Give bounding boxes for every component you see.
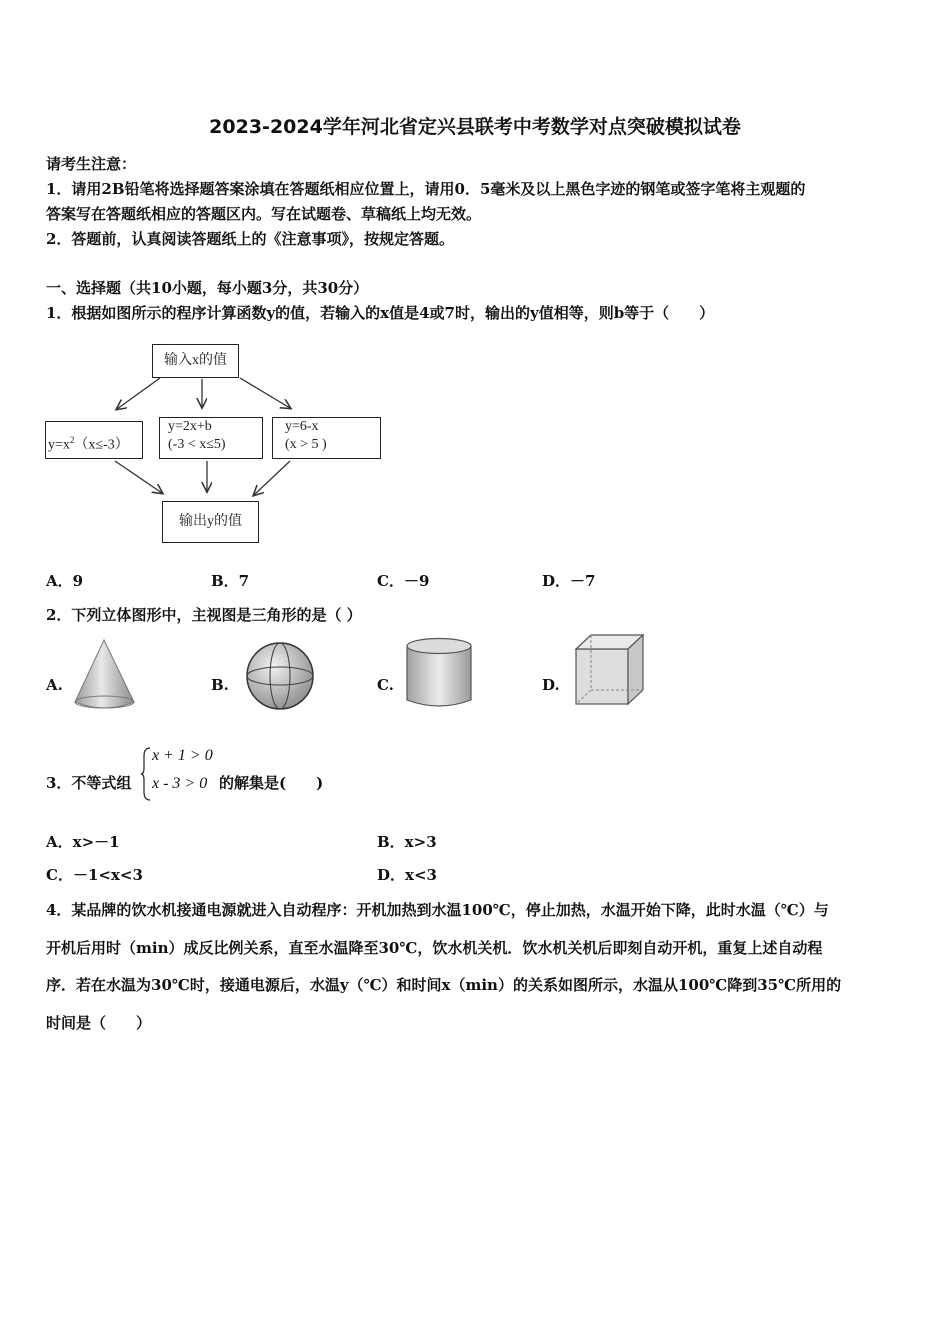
flow-right-branch-box (272, 417, 381, 459)
question-1-option-d[interactable]: D．－7 (542, 572, 596, 590)
question-1-option-b[interactable]: B．7 (211, 572, 250, 590)
flow-left-condition: （x≤-3） (74, 437, 129, 453)
flow-middle-branch-box (159, 417, 263, 459)
question-1-stem: 1．根据如图所示的程序计算函数y的值，若输入的x值是4或7时，输出的y值相等，则b等于（ ） (46, 304, 715, 322)
flow-input-label: 输入x的值 (164, 353, 227, 368)
question-4-line-4: 时间是（ ） (46, 1014, 152, 1032)
notice-item-1-line-2: 答案写在答题纸相应的答题区内。写在试题卷、草稿纸上均无效。 (46, 205, 482, 223)
flow-left-branch-box (45, 421, 143, 459)
sphere-icon (245, 641, 317, 713)
flow-right-condition: (x > 5 ) (285, 437, 327, 452)
inequality-1: x + 1 > 0 (152, 747, 213, 764)
cylinder-icon (404, 636, 476, 714)
question-2-stem: 2．下列立体图形中，主视图是三角形的是（ ） (46, 606, 362, 624)
arrow-to-right-branch (240, 378, 290, 408)
flow-middle-condition: (-3 < x≤5) (168, 437, 226, 452)
question-3-prefix: 3．不等式组 (46, 774, 132, 792)
question-2-option-b[interactable]: B. (211, 676, 229, 694)
section-heading: 一、选择题（共10小题，每小题3分，共30分） (46, 279, 369, 297)
question-3-option-d[interactable]: D．x<3 (377, 866, 437, 884)
question-1-option-c[interactable]: C．－9 (377, 572, 430, 590)
notice-heading: 请考生注意： (46, 155, 137, 173)
question-3-suffix: 的解集是( ) (219, 774, 324, 792)
question-2-option-a[interactable]: A. (46, 676, 63, 694)
flow-output-box (162, 501, 259, 543)
question-2-option-d[interactable]: D. (542, 676, 560, 694)
flow-left-formula: y=x (48, 437, 70, 453)
question-1-option-a[interactable]: A．9 (46, 572, 84, 590)
flow-left-exponent: 2 (69, 435, 75, 445)
notice-item-1-line-1: 1．请用2B铅笔将选择题答案涂填在答题纸相应位置上，请用0．5毫米及以上黑色字迹的钢笔或签字笔将主观题的 (46, 180, 806, 198)
question-3-option-b[interactable]: B．x>3 (377, 833, 437, 851)
flow-output-label: 输出y的值 (179, 514, 242, 529)
arrow-from-right-branch (254, 461, 290, 495)
flow-input-box (152, 344, 239, 378)
arrow-from-left-branch (115, 461, 162, 493)
question-4-line-2: 开机后用时（min）成反比例关系，直至水温降至30℃，饮水机关机．饮水机关机后即刻自动开机，重复上述自动程 (46, 939, 823, 957)
arrow-to-left-branch (117, 378, 160, 409)
page-title: 2023-2024学年河北省定兴县联考中考数学对点突破模拟试卷 (209, 116, 741, 138)
flow-right-formula: y=6-x (285, 419, 319, 434)
question-2-option-c[interactable]: C. (377, 676, 394, 694)
question-4-line-1: 4．某品牌的饮水机接通电源就进入自动程序：开机加热到水温100℃，停止加热，水温开始下降，此时水温（℃）与 (46, 901, 829, 919)
cone-icon (72, 636, 142, 722)
question-4-line-3: 序．若在水温为30℃时，接通电源后，水温y（℃）和时间x（min）的关系如图所示，水温从100℃降到35℃所用的 (46, 976, 842, 994)
inequality-2: x - 3 > 0 (152, 775, 208, 792)
flow-middle-formula: y=2x+b (168, 419, 212, 434)
question-3-option-a[interactable]: A．x>－1 (46, 833, 120, 851)
system-brace (140, 746, 152, 802)
notice-item-2: 2．答题前，认真阅读答题纸上的《注意事项》，按规定答题。 (46, 230, 454, 248)
cube-icon (573, 633, 645, 709)
question-3-option-c[interactable]: C．－1<x<3 (46, 866, 143, 884)
